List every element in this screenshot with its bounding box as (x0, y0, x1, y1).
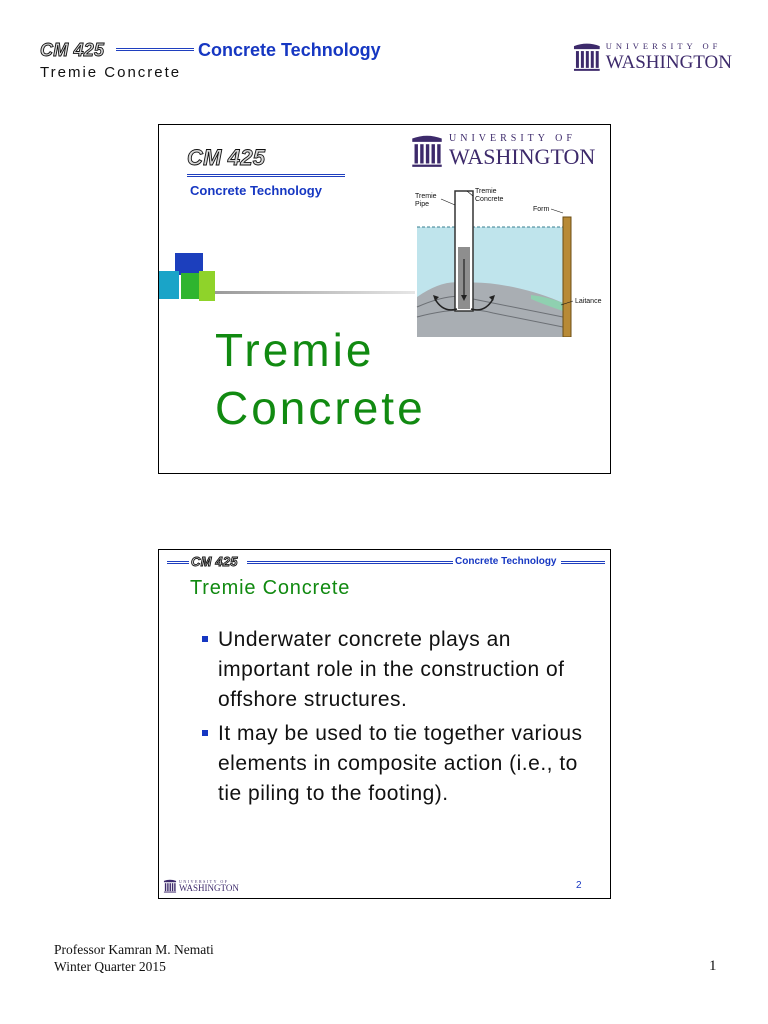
slide2-uw-logo (163, 878, 253, 894)
footer-term: Winter Quarter 2015 (54, 959, 166, 974)
slide-2 (158, 549, 611, 899)
bullet-item (202, 719, 602, 809)
logo-main-text: WASHINGTON (605, 51, 732, 73)
slide2-rule-middle (247, 561, 453, 564)
uw-column-icon (163, 879, 177, 893)
header-subtitle: Tremie Concrete (40, 64, 182, 81)
bullet-item (202, 625, 602, 715)
logo-top-text: UNIVERSITY OF (605, 41, 722, 52)
slide1-title-line2: Concrete (215, 382, 426, 435)
label-laitance: Laitance (575, 298, 602, 305)
bullet-text: It may be used to tie together various elements in composite action (i.e., to tie piling to the footing). (218, 722, 583, 805)
slide2-rule-right (561, 561, 605, 564)
slide1-divider (215, 291, 415, 294)
label-tremie-concrete: Tremie Concrete (475, 188, 504, 203)
slide1-course-code: CM 425 (187, 145, 266, 170)
header-uw-logo (572, 40, 732, 74)
header-course-name: Concrete Technology (198, 40, 381, 60)
footer-page-number: 1 (709, 958, 717, 974)
slide2-page-number: 2 (576, 880, 582, 891)
label-form: Form (533, 206, 550, 213)
tremie-diagram (413, 187, 609, 337)
uw-column-icon (409, 134, 445, 168)
logo-top-text: UNIVERSITY OF (449, 133, 576, 144)
slide2-title: Tremie Concrete (190, 577, 351, 599)
form-wall (563, 217, 571, 337)
bullet-text: Underwater concrete plays an important role in the construction of offshore structures. (218, 628, 565, 711)
slide1-uw-logo (409, 133, 604, 169)
logo-main-text: WASHINGTON (179, 882, 239, 893)
logo-main-text: WASHINGTON (449, 144, 596, 169)
header-rule (116, 48, 194, 51)
slide1-course-name: Concrete Technology (190, 183, 322, 198)
uw-column-icon (572, 42, 602, 72)
bullet-square-icon (202, 730, 208, 736)
label-tremie-pipe: Tremie Pipe (415, 193, 437, 208)
slide1-title-line1: Tremie (215, 324, 375, 376)
slide-1 (158, 124, 611, 474)
slide1-rule (187, 174, 345, 177)
logo-top-text: UNIVERSITY OF (179, 878, 229, 884)
slide2-rule-left (167, 561, 189, 564)
decorative-squares (159, 249, 219, 303)
header-course-code: CM 425 (40, 40, 105, 60)
slide2-bullet-list (202, 625, 602, 813)
slide2-course-name: Concrete Technology (455, 556, 557, 567)
bullet-square-icon (202, 636, 208, 642)
footer-professor: Professor Kamran M. Nemati (54, 942, 214, 957)
slide2-course-code: CM 425 (191, 554, 238, 569)
slide1-title (215, 321, 426, 438)
